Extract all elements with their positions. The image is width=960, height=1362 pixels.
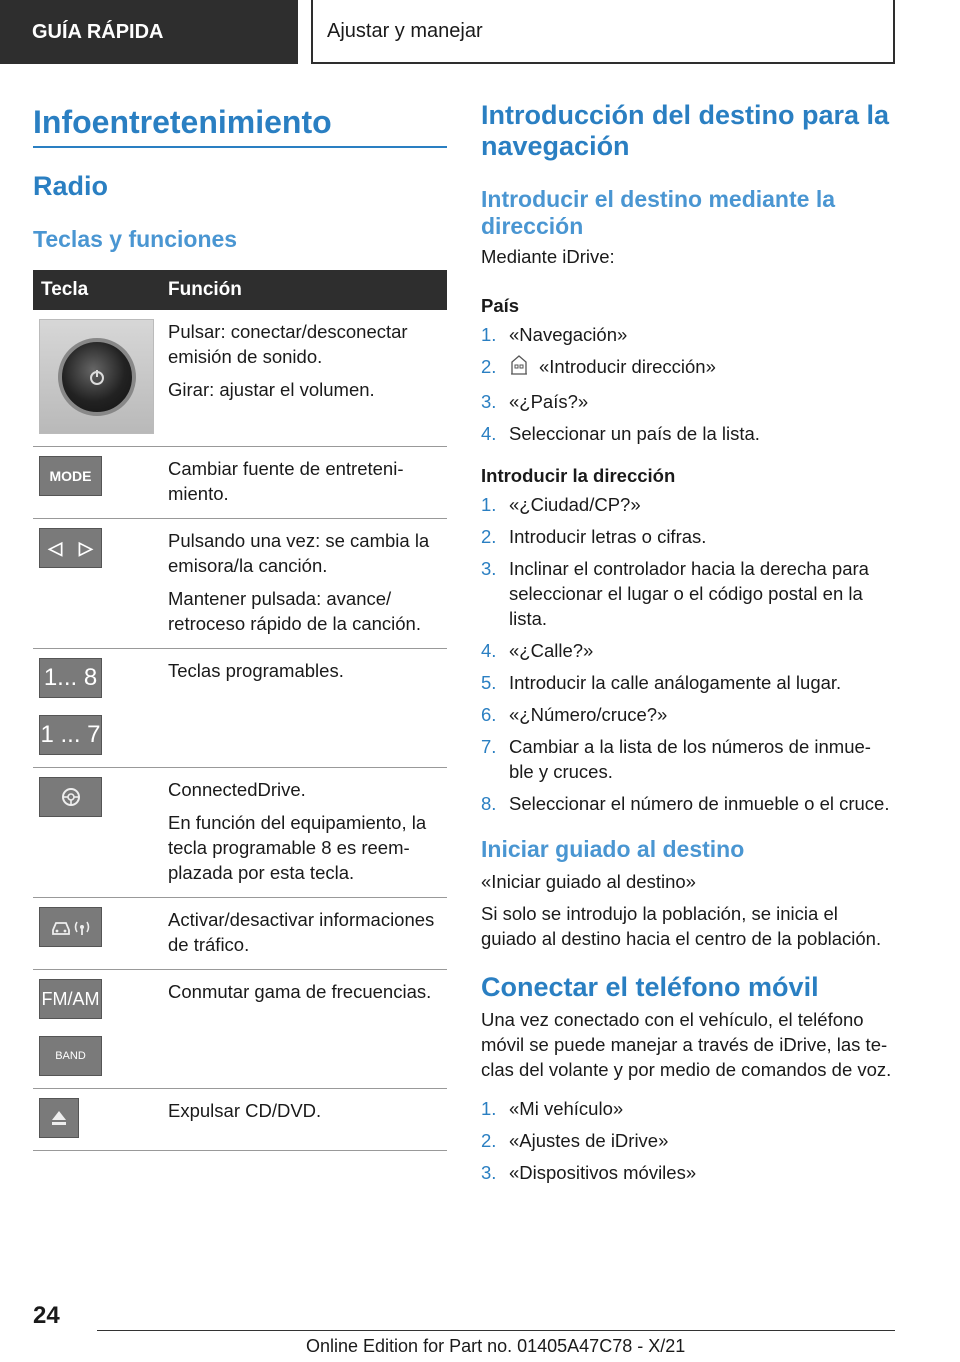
section-radio: Radio bbox=[33, 171, 109, 201]
fm-am-button-icon: FM/AM bbox=[39, 979, 102, 1019]
section-keys: Teclas y funciones bbox=[33, 226, 238, 252]
list-item: 2. «Introducir dirección» bbox=[481, 354, 893, 382]
connecteddrive-icon bbox=[39, 777, 102, 817]
mode-button-icon: MODE bbox=[39, 456, 102, 496]
nav-title: Introducción del destino para la navegación bbox=[481, 100, 890, 161]
page-number: 24 bbox=[33, 1302, 60, 1329]
eject-icon bbox=[39, 1098, 79, 1138]
table-row: Expulsar CD/DVD. bbox=[33, 1089, 447, 1151]
phone-steps bbox=[481, 1096, 893, 1185]
list-item: 3. «Dispositivos móviles» bbox=[481, 1162, 697, 1183]
guidance-text-1: «Iniciar guiado al destino» bbox=[481, 871, 696, 892]
list-item: 1. «Navegación» bbox=[481, 324, 628, 345]
country-label: País bbox=[481, 295, 520, 316]
phone-text: Una vez conectado con el vehículo, el teléfono móvil se puede manejar a través de iDrive, las te‐clas del volante y por medio de comandos de voz. bbox=[481, 1009, 892, 1080]
address-label: Introducir la dirección bbox=[481, 465, 676, 486]
table-row: Pulsar: conectar/desconectar emisión de sonido. Girar: ajustar el volumen. bbox=[33, 310, 447, 447]
table-row: Activar/desactivar informaciones de tráfico. bbox=[33, 898, 447, 970]
keys-table bbox=[33, 270, 447, 1151]
address-steps bbox=[481, 492, 893, 816]
preset-keys-8-icon: 1... 8 bbox=[39, 658, 102, 698]
table-row: ◁ ▷ Pulsando una vez: se cambia la emisora/la canción. Mantener pulsada: avance/ retroceso rápido de la canción. bbox=[33, 519, 447, 649]
list-item: 4. Seleccionar un país de la lista. bbox=[481, 423, 760, 444]
skip-buttons-icon: ◁ ▷ bbox=[39, 528, 102, 568]
list-item: 3. «¿País?» bbox=[481, 391, 589, 412]
footer-edition: Online Edition for Part no. 01405A47C78 - X/21 bbox=[306, 1336, 686, 1356]
preset-keys-7-icon: 1 ... 7 bbox=[39, 715, 102, 755]
table-row: 1... 8 1 ... 7 Teclas programables. bbox=[33, 649, 447, 768]
phone-title: Conectar el teléfono móvil bbox=[481, 972, 819, 1002]
left-column bbox=[33, 100, 447, 1151]
footer-rule bbox=[97, 1330, 895, 1331]
list-item: 5. Introducir la calle análogamente al lugar. bbox=[481, 672, 842, 693]
address-entry-icon bbox=[509, 354, 535, 382]
band-button-icon: BAND bbox=[39, 1036, 102, 1076]
list-item: 2. «Ajustes de iDrive» bbox=[481, 1130, 669, 1151]
list-item: 4. «¿Calle?» bbox=[481, 640, 594, 661]
header-chapter: Ajustar y manejar bbox=[311, 0, 895, 64]
title-rule bbox=[33, 146, 447, 148]
list-item: 2. Introducir letras o cifras. bbox=[481, 526, 707, 547]
col-function-header: Función bbox=[168, 270, 447, 310]
header-section: GUÍA RÁPIDA bbox=[0, 0, 298, 64]
table-row: FM/AM BAND Conmutar gama de frecuencias. bbox=[33, 970, 447, 1089]
col-key-header: Tecla bbox=[33, 270, 168, 310]
list-item: 8. Seleccionar el número de inmueble o el cruce. bbox=[481, 793, 890, 814]
nav-subtitle: Introducir el destino mediante la dirección bbox=[481, 186, 836, 239]
list-item: 1. «¿Ciudad/CP?» bbox=[481, 494, 641, 515]
list-item: 3. Inclinar el controlador hacia la derecha para seleccionar el lugar o el código postal en la lista. bbox=[481, 558, 869, 629]
table-row: MODE Cambiar fuente de entreteni‐miento. bbox=[33, 447, 447, 519]
guidance-title: Iniciar guiado al destino bbox=[481, 836, 745, 862]
table-row: ConnectedDrive. En función del equipamiento, la tecla programable 8 es reem‐plazada por esta tecla. bbox=[33, 768, 447, 898]
list-item: 7. Cambiar a la lista de los números de inmue‐ble y cruces. bbox=[481, 736, 871, 782]
list-item: 6. «¿Número/cruce?» bbox=[481, 704, 668, 725]
list-item: 1. «Mi vehículo» bbox=[481, 1098, 624, 1119]
page-title: Infoentretenimiento bbox=[33, 104, 332, 140]
right-column bbox=[481, 100, 893, 1192]
volume-knob-icon bbox=[39, 319, 154, 434]
guidance-text-2: Si solo se introdujo la población, se inicia el guiado al destino hacia el centro de la población. bbox=[481, 903, 882, 949]
country-steps bbox=[481, 322, 893, 446]
traffic-info-icon bbox=[39, 907, 102, 947]
via-idrive: Mediante iDrive: bbox=[481, 246, 615, 267]
